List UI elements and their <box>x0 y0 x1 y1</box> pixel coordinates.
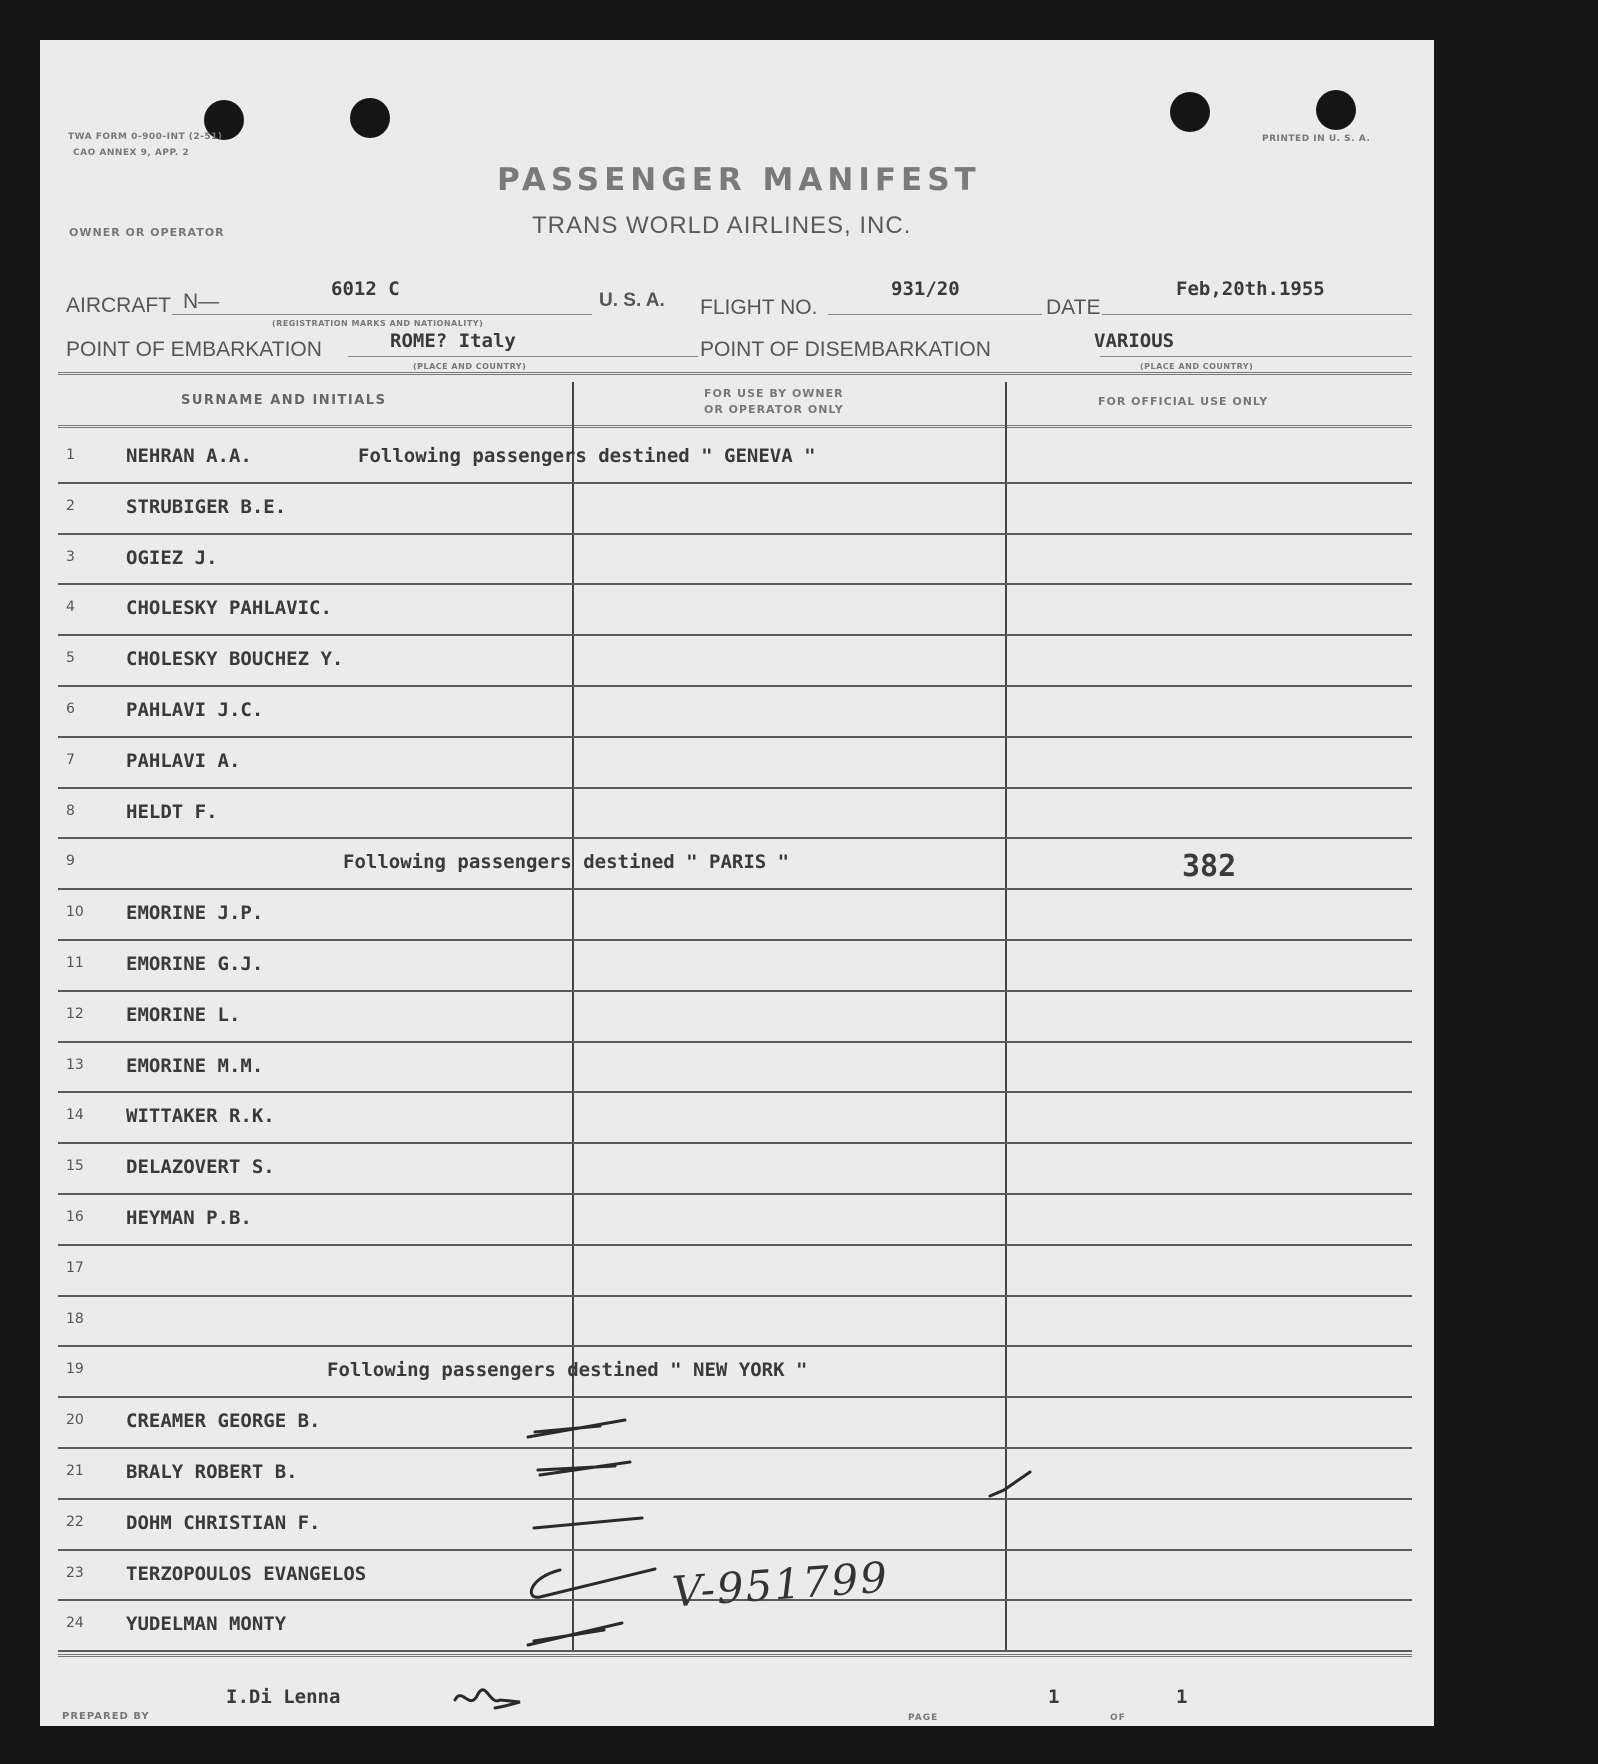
official-use-value: 382 <box>1182 849 1237 885</box>
passenger-name: TERZOPOULOS EVANGELOS <box>126 1562 367 1585</box>
operator-name: TRANS WORLD AIRLINES, INC. <box>532 212 912 239</box>
owner-operator-label: OWNER OR OPERATOR <box>69 226 225 239</box>
punch-hole <box>1170 92 1210 132</box>
col-surname: SURNAME AND INITIALS <box>181 393 387 408</box>
row-number: 14 <box>66 1107 84 1124</box>
row-rule <box>58 634 1412 636</box>
col-owner-use-2: OR OPERATOR ONLY <box>704 403 844 416</box>
destination-note: Following passengers destined " NEW YORK " <box>327 1359 808 1382</box>
row-number: 12 <box>66 1005 84 1022</box>
form-number: TWA FORM 0-900-INT (2-51) <box>68 132 223 142</box>
header-rule-top <box>58 372 1412 375</box>
row-rule <box>58 837 1412 839</box>
passenger-name: WITTAKER R.K. <box>126 1105 275 1128</box>
aircraft-label: AIRCRAFT <box>66 294 171 317</box>
header-rule-bottom <box>58 425 1412 428</box>
row-number: 2 <box>66 497 75 514</box>
row-number: 20 <box>66 1412 84 1429</box>
page-label: PAGE <box>908 1713 939 1723</box>
row-rule <box>58 939 1412 941</box>
row-rule <box>58 482 1412 484</box>
passenger-name: DELAZOVERT S. <box>126 1156 275 1179</box>
row-number: 16 <box>66 1209 84 1225</box>
date-underline <box>1102 314 1412 315</box>
row-rule <box>58 990 1412 992</box>
page-of-value: 1 <box>1176 1686 1188 1708</box>
row-number: 18 <box>66 1310 84 1327</box>
row-rule <box>58 1549 1412 1551</box>
row-number: 17 <box>66 1259 84 1276</box>
row-rule <box>58 533 1412 535</box>
passenger-name: BRALY ROBERT B. <box>126 1461 298 1483</box>
passenger-name: CREAMER GEORGE B. <box>126 1410 321 1433</box>
flight-no-label: FLIGHT NO. <box>700 296 818 319</box>
row-number: 9 <box>66 853 75 870</box>
flight-no-value: 931/20 <box>891 278 960 300</box>
row-number: 1 <box>66 447 75 463</box>
row-rule <box>58 736 1412 738</box>
passenger-name: STRUBIGER B.E. <box>126 495 287 518</box>
passenger-name: PAHLAVI J.C. <box>126 699 264 721</box>
punch-hole <box>350 98 390 138</box>
passenger-name: EMORINE G.J. <box>126 953 264 975</box>
prepared-by-value: I.Di Lenna <box>226 1686 341 1708</box>
row-rule <box>58 1041 1412 1043</box>
handwritten-visa-number: V-951799 <box>670 1552 891 1617</box>
column-divider-1 <box>572 382 574 1652</box>
passenger-name: DOHM CHRISTIAN F. <box>126 1511 321 1534</box>
row-rule <box>58 583 1412 585</box>
row-number: 5 <box>66 650 75 667</box>
flight-underline <box>828 314 1042 315</box>
row-rule <box>58 1295 1412 1297</box>
page-value: 1 <box>1048 1686 1060 1708</box>
row-rule <box>58 888 1412 890</box>
printed-in-usa: PRINTED IN U. S. A. <box>1262 134 1371 144</box>
row-number: 23 <box>66 1564 84 1581</box>
row-number: 6 <box>66 701 75 717</box>
disembarkation-label: POINT OF DISEMBARKATION <box>700 338 991 361</box>
col-owner-use-1: FOR USE BY OWNER <box>704 387 844 400</box>
aircraft-value: 6012 C <box>331 278 400 300</box>
column-divider-2 <box>1005 382 1007 1652</box>
aircraft-prefix: N— <box>183 290 220 313</box>
row-number: 11 <box>66 955 84 971</box>
prepared-by-label: PREPARED BY <box>62 1711 150 1722</box>
embarkation-value: ROME? Italy <box>390 330 516 352</box>
row-rule <box>58 1447 1412 1449</box>
row-number: 21 <box>66 1463 84 1479</box>
passenger-name: HELDT F. <box>126 800 218 823</box>
destination-note: Following passengers destined " PARIS " <box>343 851 790 874</box>
passenger-name: CHOLESKY PAHLAVIC. <box>126 597 332 620</box>
embark-underline <box>348 356 698 357</box>
date-label: DATE <box>1046 296 1101 319</box>
passenger-name: PAHLAVI A. <box>126 749 241 772</box>
passenger-name: HEYMAN P.B. <box>126 1207 252 1229</box>
aircraft-underline <box>172 314 592 315</box>
row-rule <box>58 1345 1412 1347</box>
row-rule <box>58 1396 1412 1398</box>
footer-rule <box>58 1654 1412 1657</box>
punch-hole <box>1316 90 1356 130</box>
row-number: 24 <box>66 1615 84 1632</box>
row-rule <box>58 1244 1412 1246</box>
row-number: 13 <box>66 1056 84 1073</box>
row-number: 3 <box>66 548 75 565</box>
embarkation-label: POINT OF EMBARKATION <box>66 338 322 361</box>
row-number: 15 <box>66 1158 84 1175</box>
passenger-name: NEHRAN A.A. <box>126 445 252 467</box>
row-number: 7 <box>66 751 75 768</box>
row-rule <box>58 685 1412 687</box>
usa-label: U. S. A. <box>599 290 665 311</box>
row-rule <box>58 1650 1412 1652</box>
row-rule <box>58 1142 1412 1144</box>
row-number: 22 <box>66 1513 84 1530</box>
passenger-name: EMORINE J.P. <box>126 902 264 925</box>
passenger-name: CHOLESKY BOUCHEZ Y. <box>126 648 344 671</box>
registration-note: (REGISTRATION MARKS AND NATIONALITY) <box>272 319 484 328</box>
row-rule <box>58 1193 1412 1195</box>
row-number: 10 <box>66 904 84 921</box>
row-rule <box>58 1091 1412 1093</box>
passenger-name: EMORINE L. <box>126 1003 241 1026</box>
disembarkation-value: VARIOUS <box>1094 330 1175 352</box>
row-rule <box>58 1498 1412 1500</box>
page-of-label: OF <box>1110 1713 1126 1723</box>
date-value: Feb,20th.1955 <box>1176 278 1325 300</box>
destination-note: Following passengers destined " GENEVA " <box>358 445 816 467</box>
passenger-name: EMORINE M.M. <box>126 1054 264 1077</box>
passenger-name: OGIEZ J. <box>126 546 218 569</box>
disembark-underline <box>1100 356 1412 357</box>
page-title: PASSENGER MANIFEST <box>497 162 981 198</box>
place-note: (PLACE AND COUNTRY) <box>413 362 527 371</box>
form-annex: CAO ANNEX 9, APP. 2 <box>73 148 190 158</box>
row-number: 8 <box>66 802 75 819</box>
place-note-2: (PLACE AND COUNTRY) <box>1140 362 1254 371</box>
row-number: 4 <box>66 599 75 616</box>
row-number: 19 <box>66 1361 84 1378</box>
col-official: FOR OFFICIAL USE ONLY <box>1098 395 1269 408</box>
row-rule <box>58 787 1412 789</box>
passenger-name: YUDELMAN MONTY <box>126 1613 287 1636</box>
